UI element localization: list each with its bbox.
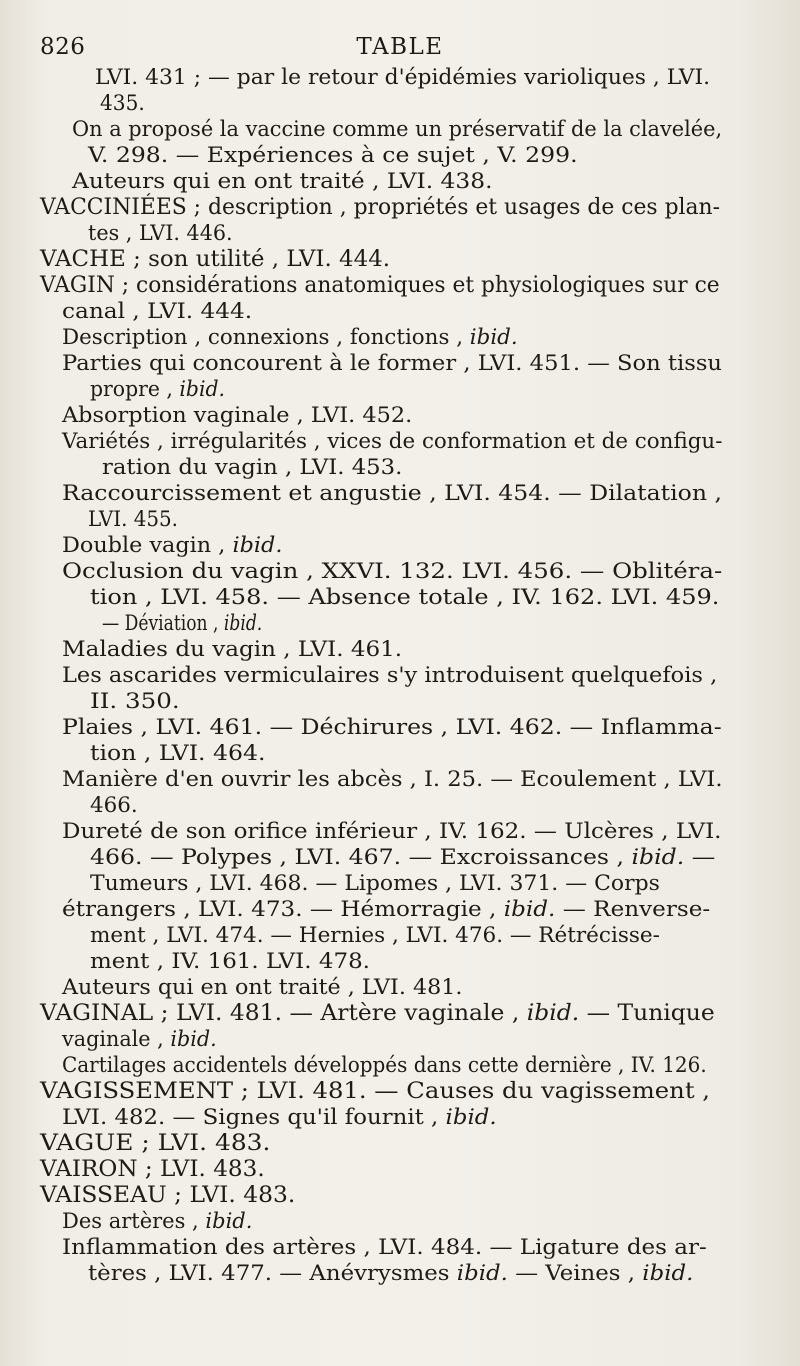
entry-text: tes , LVI. 446. xyxy=(88,221,233,245)
page-header xyxy=(40,34,760,66)
entry-text: Inflammation des artères , LVI. 484. — Ligature des ar- xyxy=(62,1235,707,1259)
index-line xyxy=(40,1078,710,1105)
ibid-reference: ibid. xyxy=(456,1261,508,1285)
index-line xyxy=(88,142,578,169)
entry-text: II. 350. xyxy=(90,689,180,713)
entry-text: — Déviation , xyxy=(102,611,224,635)
entry-text-continued: — Veines , xyxy=(507,1261,643,1285)
index-line xyxy=(62,480,722,507)
entry-text: Parties qui concourent à le former , LVI. 451. — Son tissu xyxy=(62,351,723,375)
index-line xyxy=(40,272,720,299)
entry-text: Plaies , LVI. 461. — Déchirures , LVI. 462. — Inflamma- xyxy=(62,715,722,739)
entry-text: VAGUE ; LVI. 483. xyxy=(40,1131,271,1156)
entry-text: LVI. 482. — Signes qu'il fournit , xyxy=(62,1105,446,1129)
entry-text: Double vagin , xyxy=(62,533,233,557)
entry-text: VACHE ; son utilité , LVI. 444. xyxy=(40,247,391,272)
ibid-reference: ibid. xyxy=(642,1261,694,1285)
entry-text: tion , LVI. 464. xyxy=(90,741,266,765)
ibid-reference: ibid. xyxy=(631,845,685,869)
index-line xyxy=(62,324,518,351)
ibid-reference: ibid. xyxy=(526,1001,580,1026)
entry-text-continued: — Renverse- xyxy=(555,897,711,921)
entry-text: LVI. 431 ; — par le retour d'épidémies varioliques , LVI. xyxy=(95,65,711,89)
entry-text: Tumeurs , LVI. 468. — Lipomes , LVI. 371. — Corps xyxy=(90,871,660,895)
ibid-reference: ibid. xyxy=(445,1105,497,1129)
index-line xyxy=(40,1156,265,1183)
ibid-reference: ibid. xyxy=(170,1027,217,1051)
index-line xyxy=(102,454,402,481)
entry-text: 466. xyxy=(90,793,138,817)
index-line xyxy=(88,220,233,247)
ibid-reference: ibid. xyxy=(205,1209,253,1233)
ibid-reference: ibid. xyxy=(232,533,283,557)
entry-text: ration du vagin , LVI. 453. xyxy=(102,455,403,479)
index-line xyxy=(102,610,262,637)
index-line xyxy=(62,532,282,559)
index-line xyxy=(90,844,715,871)
index-line xyxy=(62,766,723,793)
index-line xyxy=(40,1000,715,1027)
index-line xyxy=(90,376,225,403)
index-line xyxy=(40,246,390,273)
index-line xyxy=(40,1130,270,1157)
index-line xyxy=(62,558,722,585)
entry-text: Absorption vaginale , LVI. 452. xyxy=(62,403,413,427)
index-line xyxy=(62,714,722,741)
entry-text: tères , LVI. 477. — Anévrysmes xyxy=(88,1261,457,1285)
index-line xyxy=(62,428,722,455)
index-line xyxy=(90,870,660,897)
index-line xyxy=(100,90,145,117)
entry-text: VAGINAL ; LVI. 481. — Artère vaginale , xyxy=(40,1001,527,1026)
index-line xyxy=(88,506,178,533)
index-line xyxy=(90,792,138,819)
entry-text: propre , xyxy=(90,377,180,401)
entry-text: ment , IV. 161. LVI. 478. xyxy=(90,949,370,973)
entry-text: VAISSEAU ; LVI. 483. xyxy=(40,1183,296,1208)
entry-text: VACCINIÉES ; description , propriétés et usages de ces plan- xyxy=(40,195,721,220)
index-line xyxy=(62,662,717,689)
entry-text: Des artères , xyxy=(62,1209,206,1233)
entry-text: VAIRON ; LVI. 483. xyxy=(40,1157,265,1182)
index-line xyxy=(95,64,710,91)
entry-text: Maladies du vagin , LVI. 461. xyxy=(62,637,403,661)
ibid-reference: ibid. xyxy=(469,325,518,349)
entry-text: Occlusion du vagin , XXVI. 132. LVI. 456. — Oblitéra- xyxy=(62,559,723,583)
running-title: TABLE xyxy=(356,34,444,60)
index-line xyxy=(62,1052,707,1079)
index-line xyxy=(72,168,492,195)
ibid-reference: ibid. xyxy=(223,611,263,635)
index-line xyxy=(90,740,265,767)
ibid-reference: ibid. xyxy=(179,377,226,401)
entry-text: Auteurs qui en ont traité , LVI. 481. xyxy=(62,975,463,999)
index-line xyxy=(62,1234,707,1261)
entry-text: canal , LVI. 444. xyxy=(62,299,253,323)
entry-text: Manière d'en ouvrir les abcès , I. 25. — Ecoulement , LVI. xyxy=(62,767,723,791)
entry-text: Auteurs qui en ont traité , LVI. 438. xyxy=(72,169,493,193)
index-line xyxy=(62,1026,217,1053)
index-line xyxy=(90,922,660,949)
entry-text: VAGISSEMENT ; LVI. 481. — Causes du vagissement , xyxy=(40,1079,711,1104)
entry-text: Raccourcissement et angustie , LVI. 454. — Dilatation , xyxy=(62,481,722,505)
index-line xyxy=(62,402,412,429)
index-line xyxy=(62,818,722,845)
index-line xyxy=(88,1260,693,1287)
entry-text: tion , LVI. 458. — Absence totale , IV. 162. LVI. 459. xyxy=(90,585,720,609)
entry-text: Description , connexions , fonctions , xyxy=(62,325,470,349)
index-line xyxy=(40,194,720,221)
ibid-reference: ibid. xyxy=(503,897,556,921)
page-number: 826 xyxy=(40,34,86,60)
index-line xyxy=(62,636,402,663)
entry-text: Variétés , irrégularités , vices de conformation et de configu- xyxy=(62,429,723,453)
entry-text: Les ascarides vermiculaires s'y introduisent quelquefois , xyxy=(62,663,718,687)
entry-text: vaginale , xyxy=(62,1027,171,1051)
index-line xyxy=(62,896,710,923)
entry-text: ment , LVI. 474. — Hernies , LVI. 476. — Rétrécisse- xyxy=(90,923,660,947)
entry-text-continued: — xyxy=(684,845,716,869)
index-line xyxy=(90,688,180,715)
index-line xyxy=(90,584,719,611)
entry-text: On a proposé la vaccine comme un préservatif de la clavelée, xyxy=(72,117,723,141)
index-line xyxy=(72,116,722,143)
index-line xyxy=(62,298,252,325)
index-line xyxy=(62,974,462,1001)
entry-text: V. 298. — Expériences à ce sujet , V. 299. xyxy=(88,143,578,167)
index-line xyxy=(62,350,722,377)
index-line xyxy=(62,1208,252,1235)
index-line xyxy=(40,1182,295,1209)
entry-text: VAGIN ; considérations anatomiques et physiologiques sur ce xyxy=(40,273,720,298)
entry-text: étrangers , LVI. 473. — Hémorragie , xyxy=(62,897,504,921)
entry-text: 435. xyxy=(100,91,145,115)
entry-text: Dureté de son orifice inférieur , IV. 162. — Ulcères , LVI. xyxy=(62,819,722,843)
index-line xyxy=(62,1104,497,1131)
entry-text: Cartilages accidentels développés dans cette dernière , IV. 126. xyxy=(62,1053,707,1077)
entry-text: LVI. 455. xyxy=(88,507,178,531)
index-line xyxy=(90,948,370,975)
entry-text: 466. — Polypes , LVI. 467. — Excroissances , xyxy=(90,845,632,869)
entry-text-continued: — Tunique xyxy=(579,1001,715,1026)
